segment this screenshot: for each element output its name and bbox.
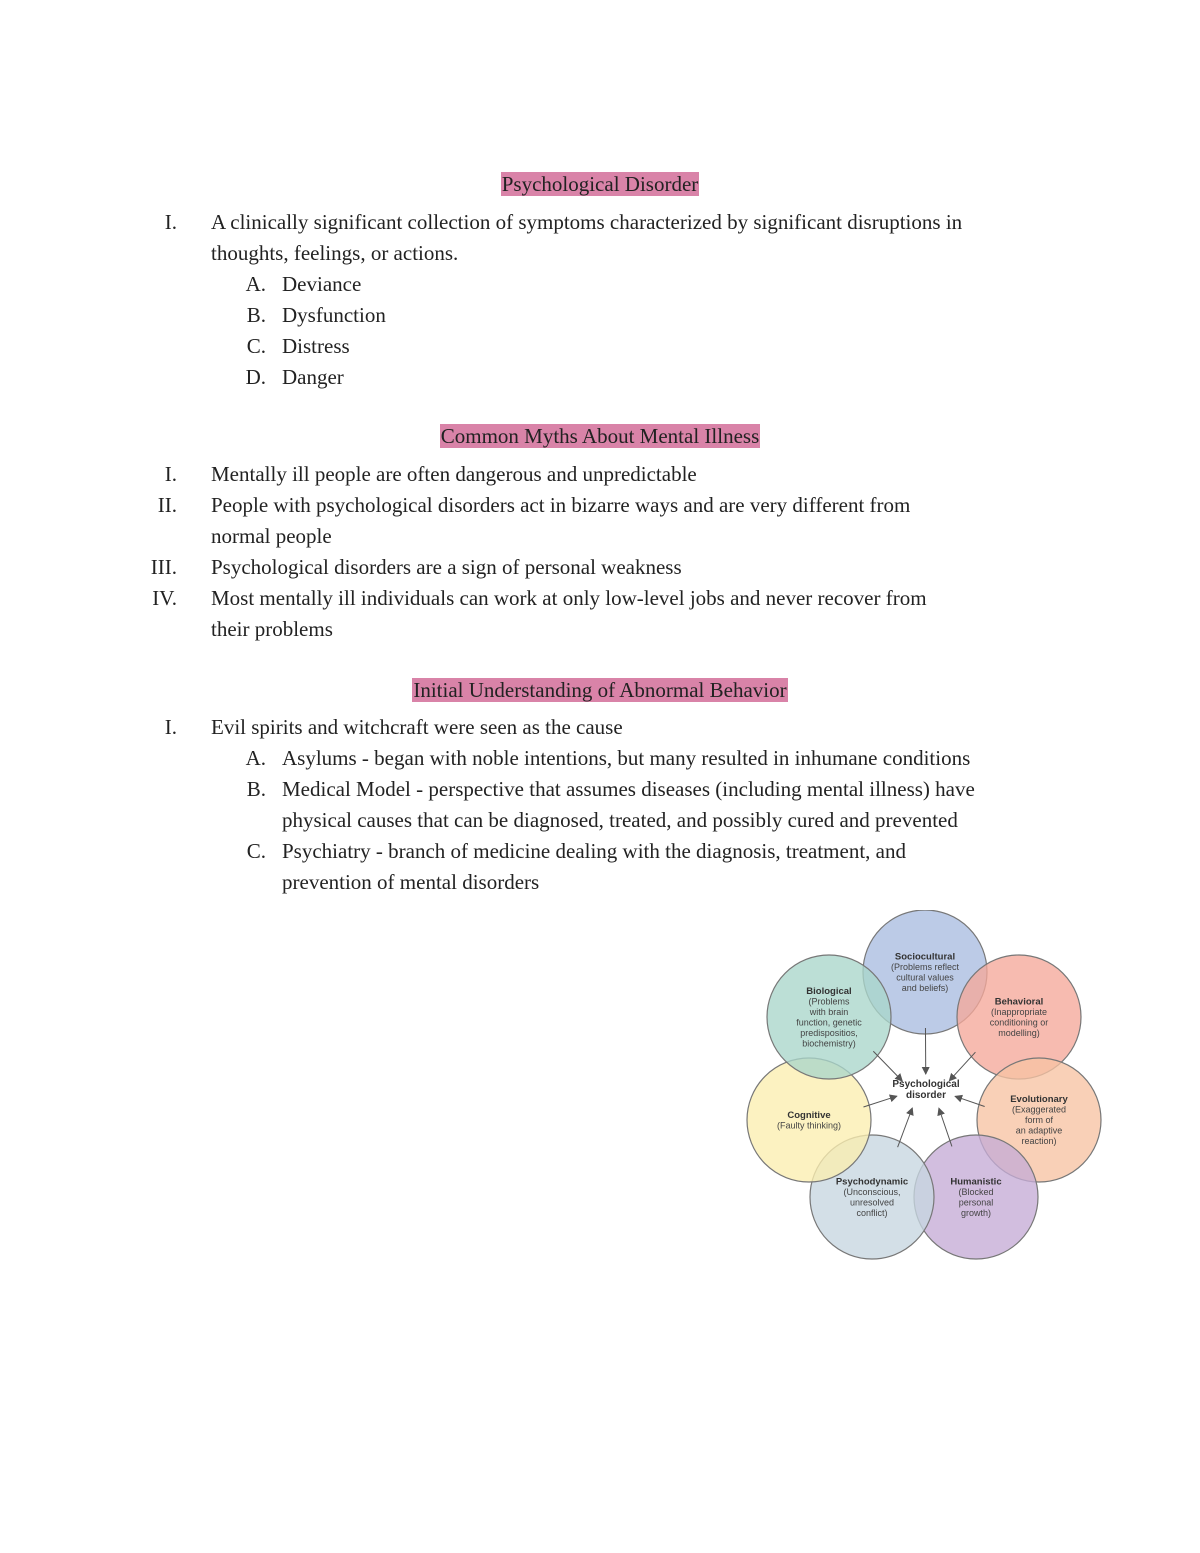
perspectives-diagram bbox=[740, 910, 1102, 1262]
sub-letter: A. bbox=[245, 272, 266, 296]
sub-text: Asylums - began with noble intentions, but many resulted in inhumane conditions bbox=[282, 746, 971, 770]
list-number: III. bbox=[150, 555, 177, 579]
perspective-circle-biological bbox=[767, 955, 891, 1079]
list-text: Evil spirits and witchcraft were seen as the cause bbox=[211, 715, 623, 739]
sub-text: Dysfunction bbox=[282, 303, 386, 327]
sub-text: Distress bbox=[282, 334, 350, 358]
heading-text: Common Myths About Mental Illness bbox=[440, 424, 760, 448]
circle-description-line: (Faulty thinking) bbox=[776, 1120, 842, 1131]
sub-letter: C. bbox=[246, 334, 266, 358]
circle-description-line: personal bbox=[958, 1197, 994, 1208]
sub-letter: A. bbox=[245, 746, 266, 770]
circle-description-line: cultural values bbox=[896, 972, 954, 983]
list-text-cont: normal people bbox=[211, 524, 332, 548]
list-number: I. bbox=[164, 715, 177, 739]
circle-description-line: (Problems bbox=[808, 996, 850, 1007]
circle-title: Behavioral bbox=[994, 996, 1044, 1008]
circle-description-line: with brain bbox=[809, 1006, 849, 1017]
list-text-cont: thoughts, feelings, or actions. bbox=[211, 241, 459, 265]
circle-description-line: reaction) bbox=[1021, 1136, 1057, 1146]
sub-text: Medical Model - perspective that assumes diseases (including mental illness) have bbox=[282, 777, 975, 801]
section-heading-initial bbox=[0, 677, 1200, 703]
list-number: II. bbox=[157, 493, 177, 517]
heading-text: Initial Understanding of Abnormal Behavior bbox=[413, 678, 787, 702]
sub-text-cont: physical causes that can be diagnosed, treated, and possibly cured and prevented bbox=[282, 808, 958, 832]
list-number: I. bbox=[164, 210, 177, 234]
circle-description-line: form of bbox=[1024, 1115, 1054, 1125]
list-number: I. bbox=[164, 462, 177, 486]
sub-letter: B. bbox=[246, 777, 266, 801]
circle-description-line: and beliefs) bbox=[901, 982, 949, 993]
sub-text: Danger bbox=[282, 365, 344, 389]
circle-title: Biological bbox=[806, 985, 852, 997]
perspective-circle-behavioral bbox=[957, 955, 1081, 1079]
list-text: Mentally ill people are often dangerous and unpredictable bbox=[211, 462, 697, 486]
list-number: IV. bbox=[152, 586, 177, 610]
arrow-psychodynamic bbox=[898, 1108, 913, 1147]
sub-text: Deviance bbox=[282, 272, 362, 296]
section-heading-myths bbox=[0, 423, 1200, 449]
circle-description-line: (Unconscious, bbox=[843, 1186, 901, 1197]
list-text-cont: their problems bbox=[211, 617, 333, 641]
center-label-line2: disorder bbox=[905, 1090, 947, 1101]
circle-title: Sociocultural bbox=[894, 951, 956, 963]
circle-description-line: function, genetic bbox=[796, 1017, 862, 1028]
list-text: People with psychological disorders act in bizarre ways and are very different from bbox=[211, 493, 911, 517]
perspective-circle-cognitive bbox=[747, 1058, 871, 1182]
circle-description-line: (Blocked bbox=[958, 1186, 994, 1197]
circle-description-line: conditioning or bbox=[989, 1017, 1049, 1028]
arrow-humanistic bbox=[939, 1108, 952, 1146]
sub-text: Psychiatry - branch of medicine dealing with the diagnosis, treatment, and bbox=[282, 839, 906, 863]
sub-letter: B. bbox=[246, 303, 266, 327]
circle-title: Psychodynamic bbox=[835, 1176, 909, 1188]
sub-letter: C. bbox=[246, 839, 266, 863]
arrow-behavioral bbox=[949, 1052, 975, 1081]
center-label-line1: Psychological bbox=[892, 1079, 960, 1090]
list-text: A clinically significant collection of symptoms characterized by significant disruptions in bbox=[211, 210, 963, 234]
section-heading-disorder bbox=[0, 171, 1200, 197]
circle-title: Cognitive bbox=[787, 1109, 831, 1121]
sub-letter: D. bbox=[245, 365, 266, 389]
circle-description-line: modelling) bbox=[998, 1027, 1040, 1038]
list-text: Psychological disorders are a sign of personal weakness bbox=[211, 555, 682, 579]
heading-text: Psychological Disorder bbox=[501, 172, 699, 196]
circle-description-line: biochemistry) bbox=[802, 1038, 856, 1049]
circle-description-line: predispositios, bbox=[800, 1027, 858, 1038]
list-text: Most mentally ill individuals can work at only low-level jobs and never recover from bbox=[211, 586, 927, 610]
circle-description-line: (Exaggerated bbox=[1011, 1104, 1067, 1115]
circle-description-line: unresolved bbox=[849, 1197, 895, 1208]
circle-description-line: conflict) bbox=[856, 1207, 888, 1218]
circle-description-line: an adaptive bbox=[1015, 1125, 1063, 1136]
circle-description-line: (Problems reflect bbox=[890, 961, 960, 972]
circle-title: Evolutionary bbox=[1010, 1094, 1068, 1105]
circle-title: Humanistic bbox=[950, 1176, 1002, 1188]
arrow-biological bbox=[873, 1051, 902, 1081]
sub-text-cont: prevention of mental disorders bbox=[282, 870, 540, 894]
circle-description-line: growth) bbox=[960, 1207, 992, 1218]
circle-description-line: (Inappropriate bbox=[990, 1006, 1048, 1017]
